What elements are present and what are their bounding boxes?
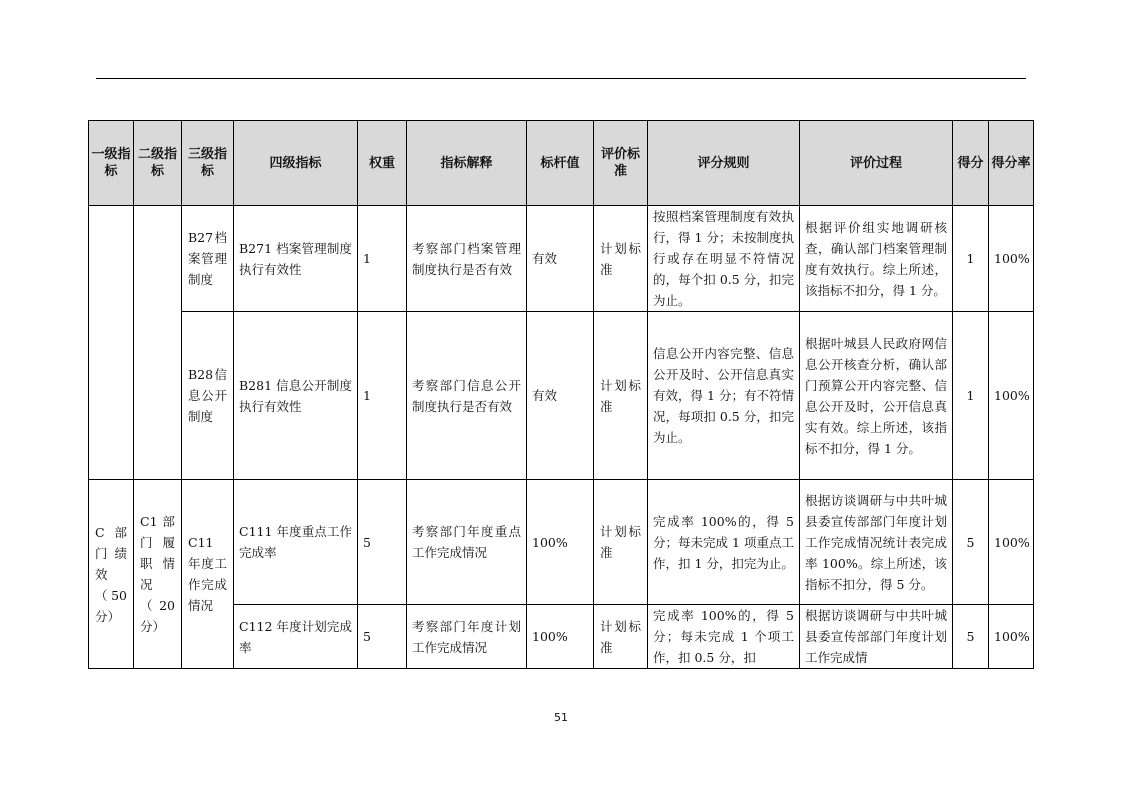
level4-cell: B281 信息公开制度执行有效性 — [234, 312, 358, 480]
header-level4: 四级指标 — [234, 121, 358, 206]
standard-cell: 计划标准 — [594, 312, 648, 480]
score-cell: 5 — [953, 605, 989, 669]
header-explain: 指标解释 — [407, 121, 527, 206]
level3-cell: B28信息公开制度 — [182, 312, 234, 480]
level4-cell: B271 档案管理制度执行有效性 — [234, 206, 358, 312]
rule-cell: 完成率 100%的，得 5 分；每未完成 1 个项工作，扣 0.5 分，扣 — [648, 605, 800, 669]
header-level3: 三级指标 — [182, 121, 234, 206]
process-cell: 根据叶城县人民政府网信息公开核查分析，确认部门预算公开内容完整、信息公开及时，公开信息真实有效。综上所述，该指标不扣分，得 1 分。 — [800, 312, 953, 480]
rule-cell: 完成率 100%的，得 5 分；每未完成 1 项重点工作，扣 1 分，扣完为止。 — [648, 480, 800, 605]
weight-cell: 1 — [358, 206, 407, 312]
weight-cell: 5 — [358, 605, 407, 669]
benchmark-cell: 有效 — [527, 206, 594, 312]
weight-cell: 1 — [358, 312, 407, 480]
header-benchmark: 标杆值 — [527, 121, 594, 206]
header-level1: 一级指标 — [89, 121, 134, 206]
benchmark-cell: 有效 — [527, 312, 594, 480]
table-header-row — [89, 121, 1034, 206]
level1-cell: C 部门绩效（50 分） — [89, 480, 134, 669]
rule-cell: 按照档案管理制度有效执行，得 1 分；未按制度执行或存在明显不符情况的，每个扣 0.5 分，扣完为止。 — [648, 206, 800, 312]
level3-cell: C11 年度工作完成情况 — [182, 480, 234, 669]
header-weight: 权重 — [358, 121, 407, 206]
level3-cell: B27档案管理制度 — [182, 206, 234, 312]
level1-cell-empty — [89, 206, 134, 480]
standard-cell: 计划标准 — [594, 480, 648, 605]
process-cell: 根据访谈调研与中共叶城县委宣传部部门年度计划工作完成情况统计表完成率 100%。综上所述，该指标不扣分，得 5 分。 — [800, 480, 953, 605]
explain-cell: 考察部门档案管理制度执行是否有效 — [407, 206, 527, 312]
standard-cell: 计划标准 — [594, 206, 648, 312]
level2-cell: C1 部门履职情况（20 分） — [134, 480, 182, 669]
rate-cell: 100% — [989, 480, 1034, 605]
weight-cell: 5 — [358, 480, 407, 605]
header-process: 评价过程 — [800, 121, 953, 206]
header-rule: 评分规则 — [648, 121, 800, 206]
header-rate: 得分率 — [989, 121, 1034, 206]
level4-cell: C111 年度重点工作完成率 — [234, 480, 358, 605]
explain-cell: 考察部门年度重点工作完成情况 — [407, 480, 527, 605]
rule-cell: 信息公开内容完整、信息公开及时、公开信息真实有效，得 1 分；有不符情况，每项扣 0.5 分，扣完为止。 — [648, 312, 800, 480]
standard-cell: 计划标准 — [594, 605, 648, 669]
score-cell: 1 — [953, 312, 989, 480]
process-cell: 根据评价组实地调研核查，确认部门档案管理制度有效执行。综上所述，该指标不扣分，得 1 分。 — [800, 206, 953, 312]
level4-cell: C112 年度计划完成率 — [234, 605, 358, 669]
benchmark-cell: 100% — [527, 480, 594, 605]
score-cell: 1 — [953, 206, 989, 312]
header-level2: 二级指标 — [134, 121, 182, 206]
level2-cell-empty — [134, 206, 182, 480]
benchmark-cell: 100% — [527, 605, 594, 669]
process-cell: 根据访谈调研与中共叶城县委宣传部部门年度计划工作完成情 — [800, 605, 953, 669]
header-score: 得分 — [953, 121, 989, 206]
table-row — [89, 480, 1034, 605]
rate-cell: 100% — [989, 312, 1034, 480]
evaluation-table — [88, 120, 1034, 669]
explain-cell: 考察部门信息公开制度执行是否有效 — [407, 312, 527, 480]
table-row — [89, 312, 1034, 480]
header-rule — [96, 78, 1026, 79]
table-row — [89, 206, 1034, 312]
header-standard: 评价标准 — [594, 121, 648, 206]
explain-cell: 考察部门年度计划工作完成情况 — [407, 605, 527, 669]
page-number: 51 — [554, 711, 568, 724]
rate-cell: 100% — [989, 206, 1034, 312]
rate-cell: 100% — [989, 605, 1034, 669]
score-cell: 5 — [953, 480, 989, 605]
